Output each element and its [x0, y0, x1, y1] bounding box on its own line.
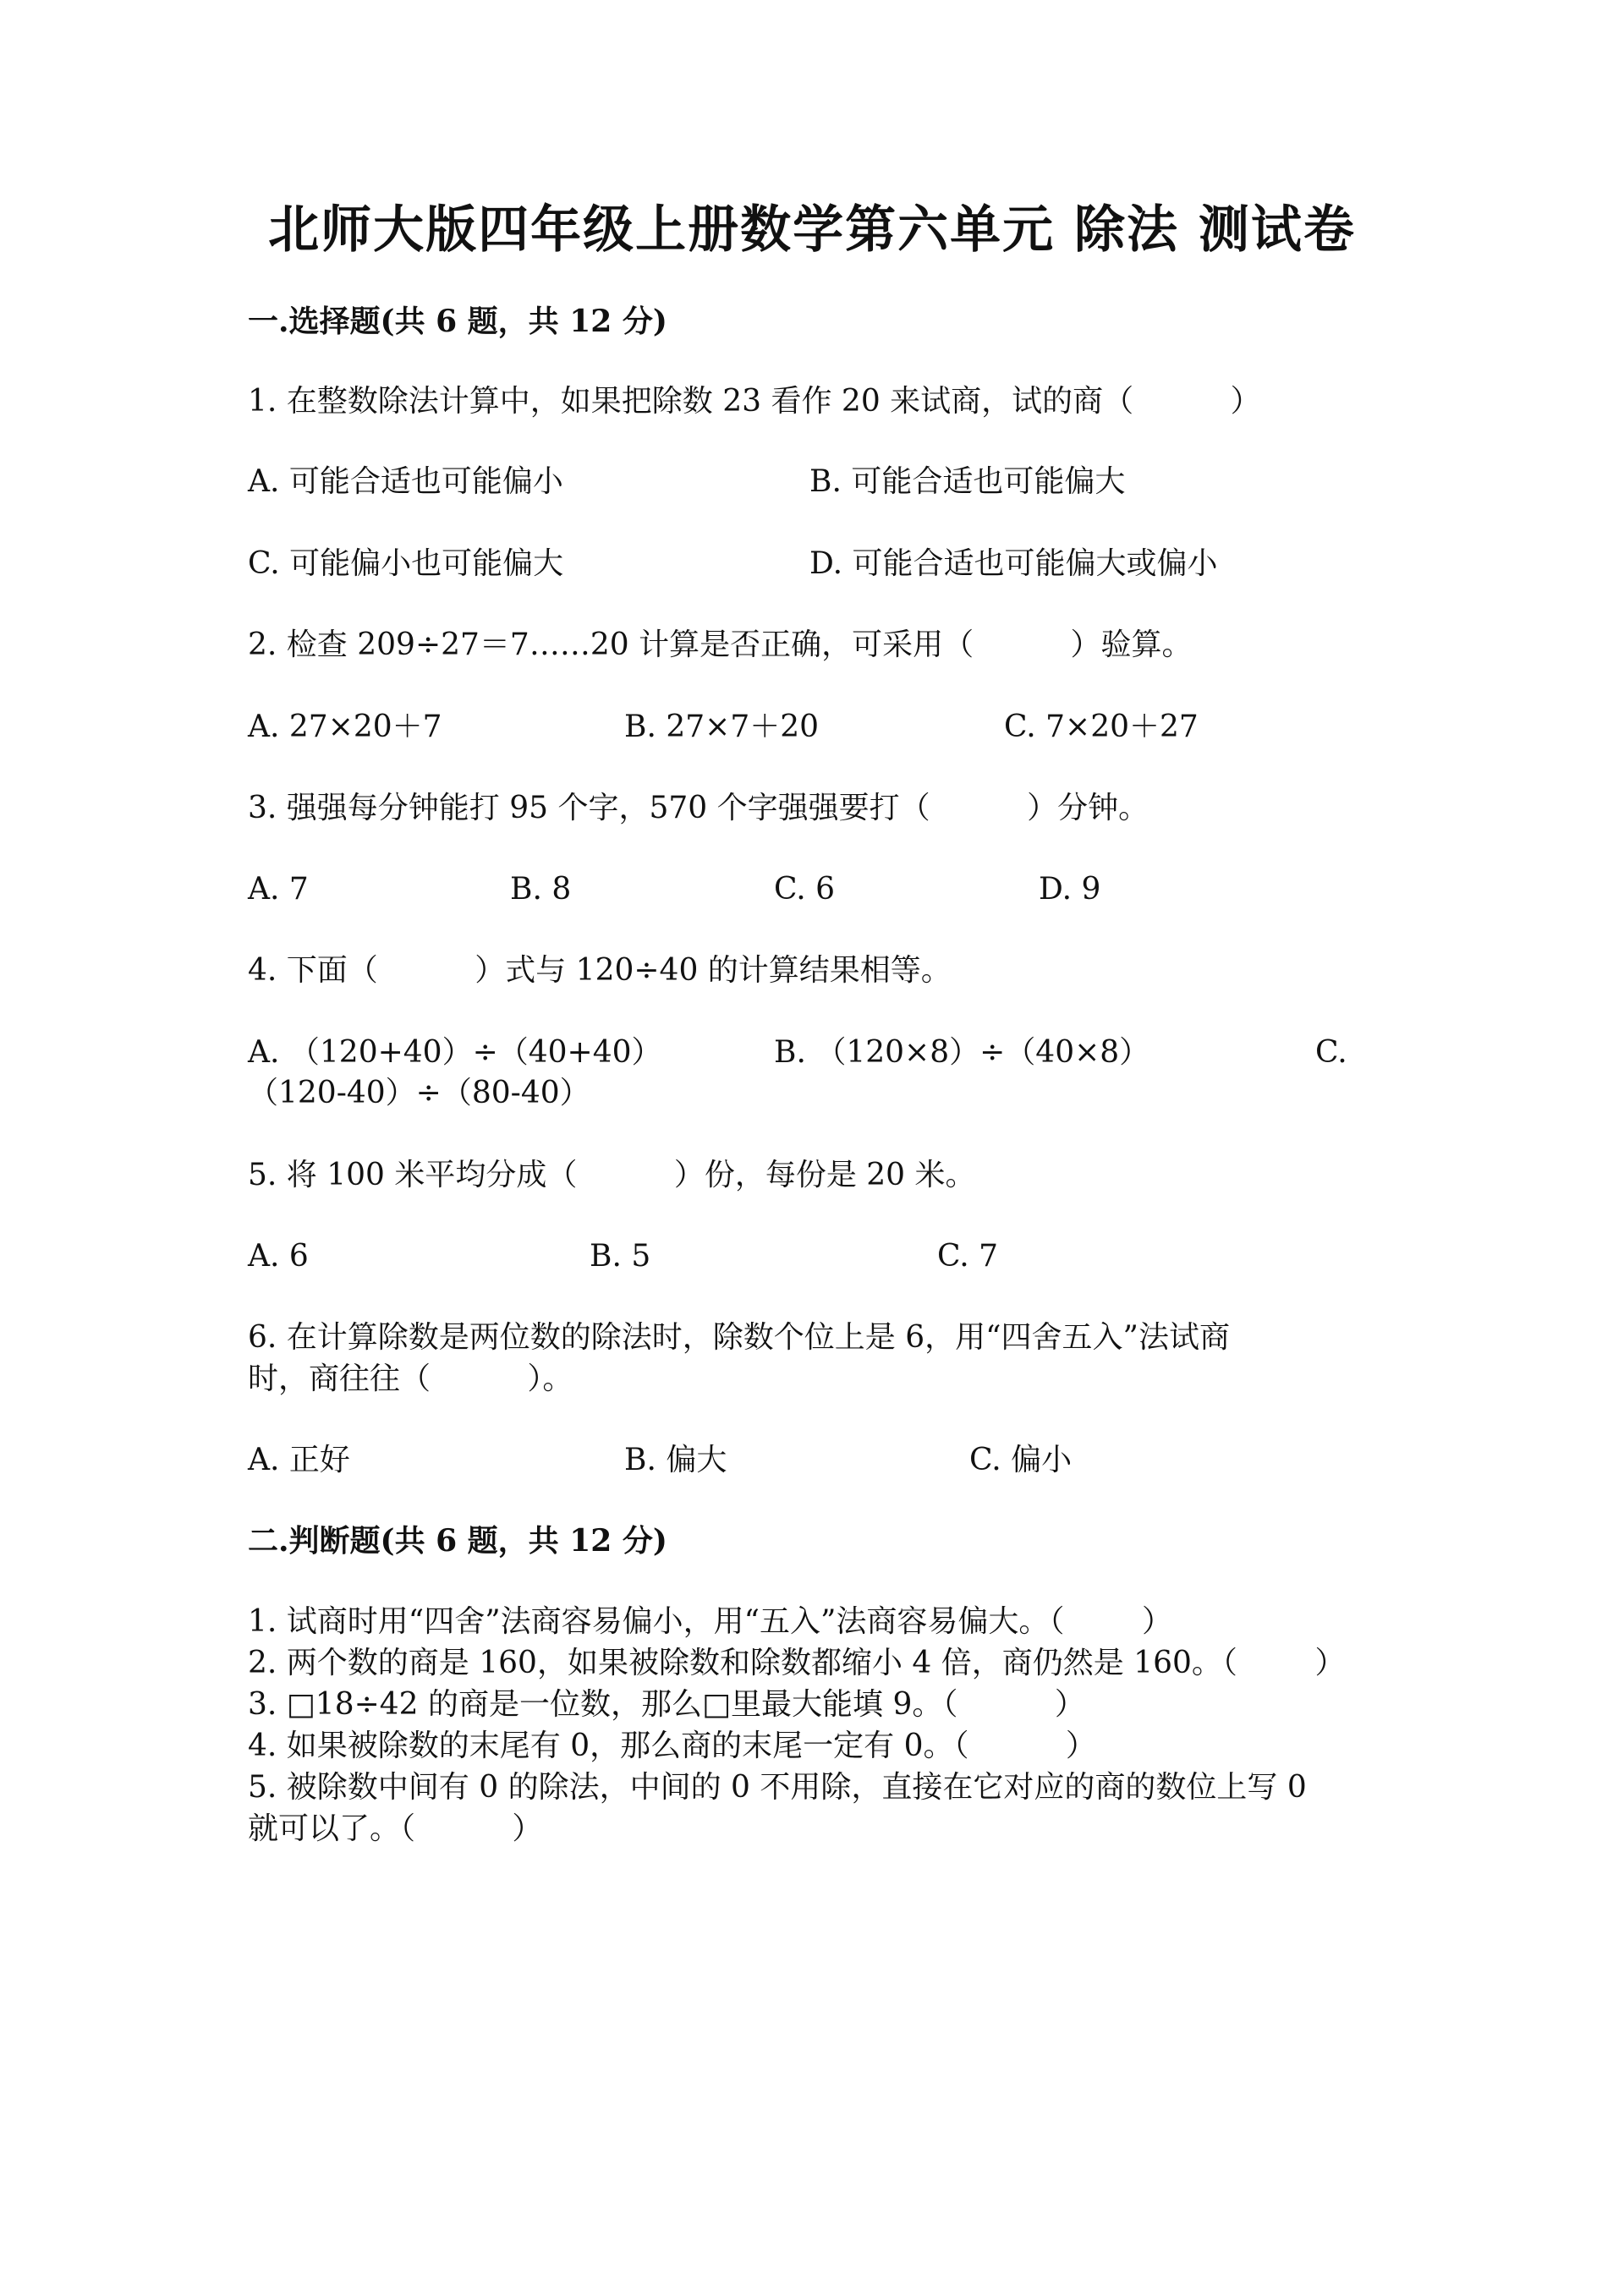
- judge-item-5-line-1: 5. 被除数中间有 0 的除法，中间的 0 不用除，直接在它对应的商的数位上写 0: [248, 1770, 1307, 1805]
- question-3: 3. 强强每分钟能打 95 个字，570 个字强强要打（ ）分钟。: [248, 791, 1149, 825]
- question-4: 4. 下面（ ）式与 120÷40 的计算结果相等。: [248, 953, 952, 988]
- q2-option-b: B. 27×7＋20: [624, 710, 820, 744]
- question-6-line-2: 时，商往往（ ）。: [248, 1362, 573, 1396]
- q5-option-b: B. 5: [590, 1239, 651, 1274]
- judge-item-5-line-2: 就可以了。（ ）: [248, 1811, 543, 1846]
- judge-item-4: 4. 如果被除数的末尾有 0，那么商的末尾一定有 0。（ ）: [248, 1729, 1096, 1763]
- judge-item-3: 3. □18÷42 的商是一位数，那么□里最大能填 9。（ ）: [248, 1687, 1085, 1722]
- q4-option-c-text: （120-40）÷（80-40）: [248, 1076, 590, 1110]
- q1-option-b: B. 可能合适也可能偏大: [809, 464, 1126, 499]
- q6-option-a: A. 正好: [248, 1443, 350, 1477]
- question-6-line-1: 6. 在计算除数是两位数的除法时，除数个位上是 6，用“四舍五入”法试商: [248, 1320, 1230, 1355]
- page-title: 北师大版四年级上册数学第六单元 除法 测试卷: [268, 200, 1356, 260]
- q3-option-c: C. 6: [774, 872, 836, 907]
- question-1: 1. 在整数除法计算中，如果把除数 23 看作 20 来试商，试的商（ ）: [248, 384, 1261, 419]
- q2-option-a: A. 27×20＋7: [248, 710, 442, 744]
- judge-item-1: 1. 试商时用“四舍”法商容易偏小，用“五入”法商容易偏大。（ ）: [248, 1604, 1172, 1639]
- q1-option-d: D. 可能合适也可能偏大或偏小: [809, 546, 1218, 581]
- q5-option-c: C. 7: [937, 1239, 999, 1274]
- q4-option-c: C.: [1315, 1035, 1347, 1070]
- q5-option-a: A. 6: [248, 1239, 309, 1274]
- q1-option-a: A. 可能合适也可能偏小: [248, 464, 563, 499]
- question-2: 2. 检查 209÷27＝7……20 计算是否正确，可采用（ ）验算。: [248, 627, 1193, 662]
- q4-option-b: B. （120×8）÷（40×8）: [774, 1035, 1150, 1070]
- judge-item-2: 2. 两个数的商是 160，如果被除数和除数都缩小 4 倍，商仍然是 160。（ ）: [248, 1646, 1346, 1680]
- section-heading-judge: 二.判断题(共 6 题，共 12 分): [248, 1523, 667, 1559]
- q4-option-a: A. （120+40）÷（40+40）: [248, 1035, 662, 1070]
- q3-option-d: D. 9: [1039, 872, 1101, 907]
- q3-option-b: B. 8: [510, 872, 572, 907]
- q6-option-b: B. 偏大: [624, 1443, 727, 1477]
- q1-option-c: C. 可能偏小也可能偏大: [248, 546, 564, 581]
- q6-option-c: C. 偏小: [969, 1443, 1073, 1477]
- q3-option-a: A. 7: [248, 872, 309, 907]
- section-heading-choice: 一.选择题(共 6 题，共 12 分): [248, 304, 667, 339]
- question-5: 5. 将 100 米平均分成（ ）份，每份是 20 米。: [248, 1158, 976, 1192]
- q2-option-c: C. 7×20＋27: [1004, 710, 1199, 744]
